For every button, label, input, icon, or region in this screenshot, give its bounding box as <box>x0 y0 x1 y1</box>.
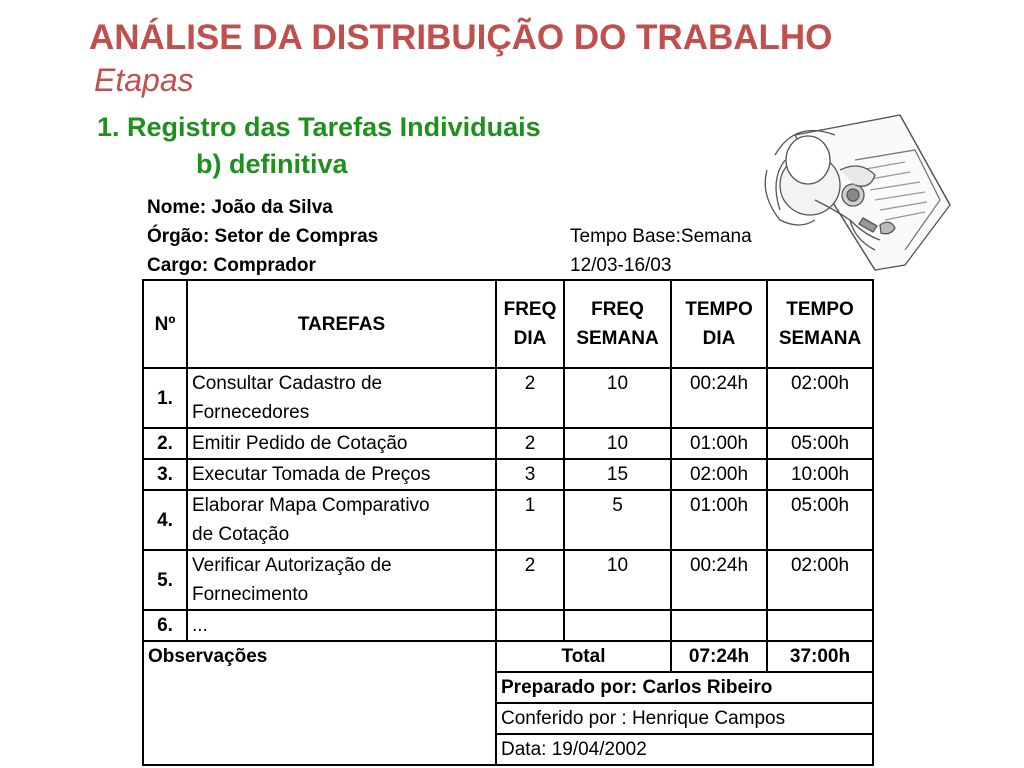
person-at-desk-clipart <box>755 100 955 280</box>
row-tempo-dia: 01:00h <box>671 428 767 459</box>
header-freq-semana-line1: FREQ <box>591 299 644 320</box>
row-tempo-semana: 05:00h <box>767 490 873 550</box>
header-tempo-dia <box>671 280 767 368</box>
conferido-por: Conferido por : Henrique Campos <box>496 703 873 734</box>
total-label: Total <box>496 641 671 672</box>
row-tempo-semana <box>767 610 873 641</box>
row-num: 4. <box>143 490 187 550</box>
row-task-line2: Fornecimento <box>192 584 309 605</box>
header-tempo-semana-line2: SEMANA <box>778 328 862 349</box>
data-preparacao: Data: 19/04/2002 <box>496 734 873 765</box>
row-task-line1: Verificar Autorização de <box>192 555 392 576</box>
row-num: 6. <box>143 610 187 641</box>
row-freq-semana: 15 <box>564 459 671 490</box>
header-freq-semana-line2: SEMANA <box>576 328 659 349</box>
row-freq-dia: 2 <box>496 550 564 610</box>
row-task-line1: Consultar Cadastro de <box>192 373 383 394</box>
info-tempo-base: Tempo Base:Semana <box>570 226 752 247</box>
total-tempo-semana: 37:00h <box>767 641 873 672</box>
row-freq-dia: 2 <box>496 368 564 428</box>
header-freq-dia-line1: FREQ <box>503 299 557 320</box>
row-tempo-semana: 10:00h <box>767 459 873 490</box>
slide-subtitle: Etapas <box>94 62 194 98</box>
row-tempo-semana: 02:00h <box>767 368 873 428</box>
row-task: Emitir Pedido de Cotação <box>187 428 496 459</box>
header-freq-dia-line2: DIA <box>513 328 547 349</box>
row-task-line1: Elaborar Mapa Comparativo <box>192 495 430 516</box>
header-tempo-semana <box>767 280 873 368</box>
task-table <box>142 279 874 766</box>
row-freq-dia: 2 <box>496 428 564 459</box>
row-num: 3. <box>143 459 187 490</box>
table-row <box>143 490 873 550</box>
table-header-row <box>143 280 873 368</box>
header-num: Nº <box>143 280 187 368</box>
row-freq-dia: 3 <box>496 459 564 490</box>
header-tempo-dia-line1: TEMPO <box>685 299 753 320</box>
table-total-row <box>143 641 873 672</box>
row-tempo-semana: 02:00h <box>767 550 873 610</box>
table-row <box>143 428 873 459</box>
info-periodo: 12/03-16/03 <box>570 255 672 276</box>
row-tempo-dia: 00:24h <box>671 368 767 428</box>
info-cargo: Cargo: Comprador <box>147 255 316 276</box>
table-row <box>143 610 873 641</box>
total-tempo-dia: 07:24h <box>671 641 767 672</box>
row-tempo-dia: 00:24h <box>671 550 767 610</box>
row-task: Executar Tomada de Preços <box>187 459 496 490</box>
row-tempo-dia: 02:00h <box>671 459 767 490</box>
observacoes-cell: Observações <box>143 641 496 765</box>
table-row <box>143 368 873 428</box>
slide-title: ANÁLISE DA DISTRIBUIÇÃO DO TRABALHO <box>89 18 833 57</box>
header-freq-semana <box>564 280 671 368</box>
header-freq-dia <box>496 280 564 368</box>
table-row <box>143 459 873 490</box>
row-task: ... <box>187 610 496 641</box>
row-freq-semana: 10 <box>564 428 671 459</box>
header-tempo-dia-line2: DIA <box>702 328 736 349</box>
row-num: 1. <box>143 368 187 428</box>
header-tempo-semana-line1: TEMPO <box>786 299 854 320</box>
row-freq-dia: 1 <box>496 490 564 550</box>
row-tempo-dia <box>671 610 767 641</box>
info-orgao: Órgão: Setor de Compras <box>147 226 379 247</box>
row-task <box>187 490 496 550</box>
row-num: 2. <box>143 428 187 459</box>
row-task <box>187 550 496 610</box>
row-task-line2: de Cotação <box>192 524 290 545</box>
table-row <box>143 550 873 610</box>
row-freq-semana: 10 <box>564 368 671 428</box>
row-task <box>187 368 496 428</box>
step-heading: 1. Registro das Tarefas Individuais <box>97 112 541 142</box>
row-task-line2: Fornecedores <box>192 402 310 423</box>
row-freq-semana: 5 <box>564 490 671 550</box>
row-freq-dia <box>496 610 564 641</box>
row-tempo-dia: 01:00h <box>671 490 767 550</box>
row-freq-semana <box>564 610 671 641</box>
preparado-por: Preparado por: Carlos Ribeiro <box>496 672 873 703</box>
row-num: 5. <box>143 550 187 610</box>
info-nome: Nome: João da Silva <box>147 197 333 218</box>
row-tempo-semana: 05:00h <box>767 428 873 459</box>
substep-heading: b) definitiva <box>196 149 348 179</box>
header-tarefas: TAREFAS <box>187 280 496 368</box>
row-freq-semana: 10 <box>564 550 671 610</box>
